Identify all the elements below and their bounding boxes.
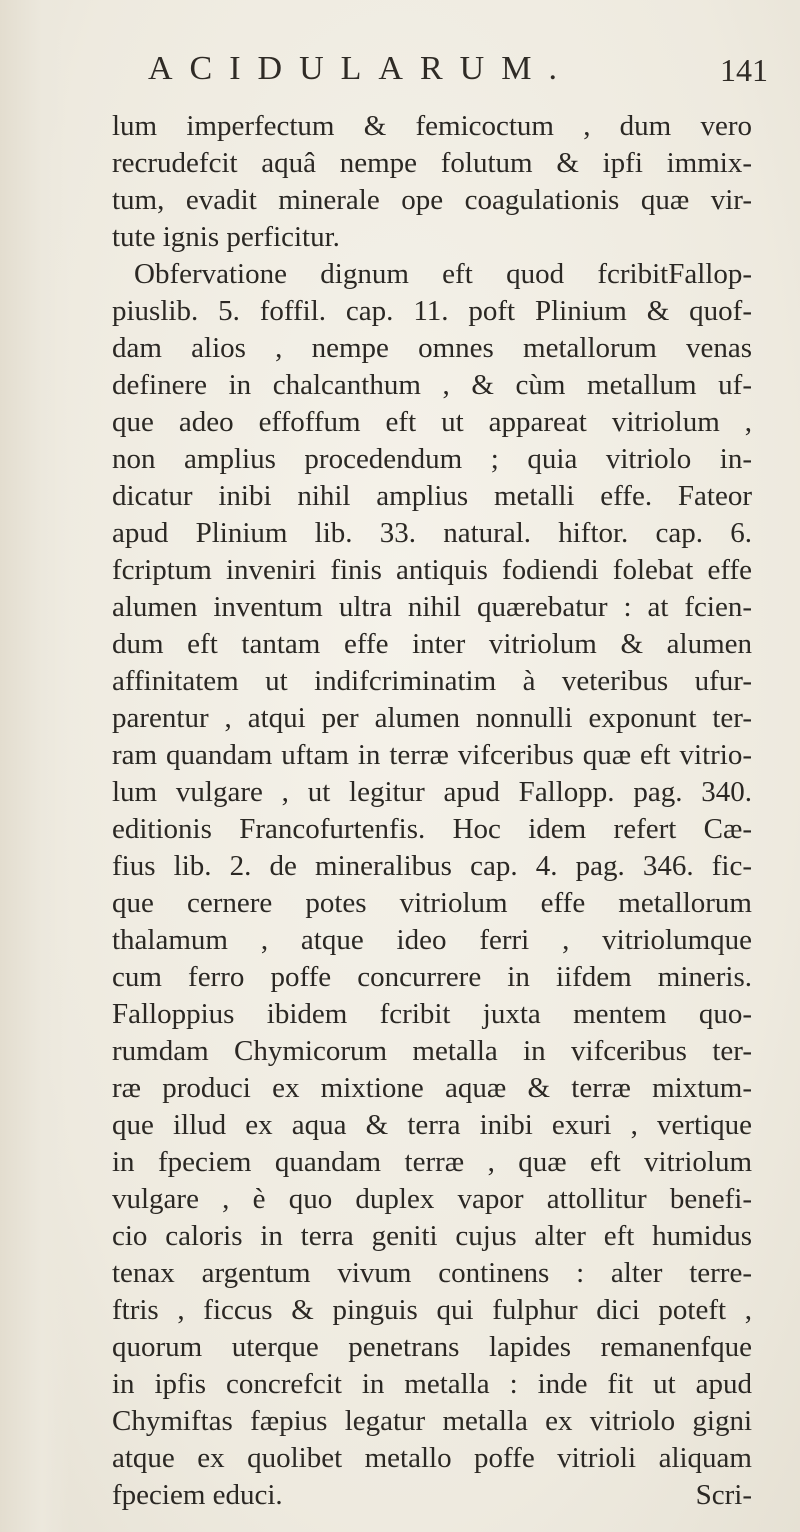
text-line: rumdam Chymicorum metalla in vifceribus ter- (112, 1035, 752, 1067)
catchword: Scri- (695, 1479, 752, 1511)
text-line: tute ignis perficitur. (112, 221, 340, 253)
text-line: cum ferro poffe concurrere in iifdem mineris. (112, 961, 752, 993)
text-line: fcriptum inveniri finis antiquis fodiendi folebat effe (112, 554, 752, 586)
text-line: quorum uterque penetrans lapides remanenfque (112, 1331, 752, 1363)
text-line: cio caloris in terra geniti cujus alter eft humidus (112, 1220, 752, 1252)
text-line: thalamum , atque ideo ferri , vitriolumque (112, 924, 752, 956)
text-line: vulgare , è quo duplex vapor attollitur benefi- (112, 1183, 752, 1215)
text-line: dicatur inibi nihil amplius metalli effe. Fateor (112, 480, 752, 512)
text-line: que cernere potes vitriolum effe metallorum (112, 887, 752, 919)
body-text (112, 108, 752, 1511)
text-line: tenax argentum vivum continens : alter terre- (112, 1257, 752, 1289)
text-line: que adeo effoffum eft ut appareat vitriolum , (112, 406, 752, 438)
text-line: Chymiftas fæpius legatur metalla ex vitriolo gigni (112, 1405, 752, 1437)
text-line: lum vulgare , ut legitur apud Fallopp. pag. 340. (112, 776, 752, 808)
text-line: non amplius procedendum ; quia vitriolo in- (112, 443, 752, 475)
text-line: dam alios , nempe omnes metallorum venas (112, 332, 752, 364)
text-line: que illud ex aqua & terra inibi exuri , vertique (112, 1109, 752, 1141)
text-line: definere in chalcanthum , & cùm metallum uf- (112, 369, 752, 401)
text-line: parentur , atqui per alumen nonnulli exponunt ter- (112, 702, 752, 734)
text-line: in ipfis concrefcit in metalla : inde fit ut apud (112, 1368, 752, 1400)
text-line: Falloppius ibidem fcribit juxta mentem quo- (112, 998, 752, 1030)
text-line: lum imperfectum & femicoctum , dum vero (112, 110, 752, 142)
binding-gutter (0, 0, 70, 1532)
text-line: Obfervatione dignum eft quod fcribitFallop- (134, 258, 752, 290)
text-line: recrudefcit aquâ nempe folutum & ipfi immix- (112, 147, 752, 179)
page-number: 141 (720, 52, 768, 88)
text-line: apud Plinium lib. 33. natural. hiftor. cap. 6. (112, 517, 752, 549)
text-line: dum eft tantam effe inter vitriolum & alumen (112, 628, 752, 660)
running-title: ACIDULARUM. (148, 50, 574, 87)
text-line: atque ex quolibet metallo poffe vitrioli aliquam (112, 1442, 752, 1474)
text-line: fius lib. 2. de mineralibus cap. 4. pag. 346. fic- (112, 850, 752, 882)
text-line: piuslib. 5. foffil. cap. 11. poft Plinium & quof- (112, 295, 752, 327)
text-line: alumen inventum ultra nihil quærebatur : at fcien- (112, 591, 752, 623)
text-line: affinitatem ut indifcriminatim à veteribus ufur- (112, 665, 752, 697)
text-line: ram quandam uftam in terræ vifceribus quæ eft vitrio- (112, 739, 752, 771)
text-line: editionis Francofurtenfis. Hoc idem refert Cæ- (112, 813, 752, 845)
page-header (0, 50, 800, 100)
text-line: tum, evadit minerale ope coagulationis quæ vir- (112, 184, 752, 216)
text-line: in fpeciem quandam terræ , quæ eft vitriolum (112, 1146, 752, 1178)
text-line: ræ produci ex mixtione aquæ & terræ mixtum- (112, 1072, 752, 1104)
text-line: ftris , ficcus & pinguis qui fulphur dici poteft , (112, 1294, 752, 1326)
text-line: fpeciem educi. (112, 1479, 283, 1511)
